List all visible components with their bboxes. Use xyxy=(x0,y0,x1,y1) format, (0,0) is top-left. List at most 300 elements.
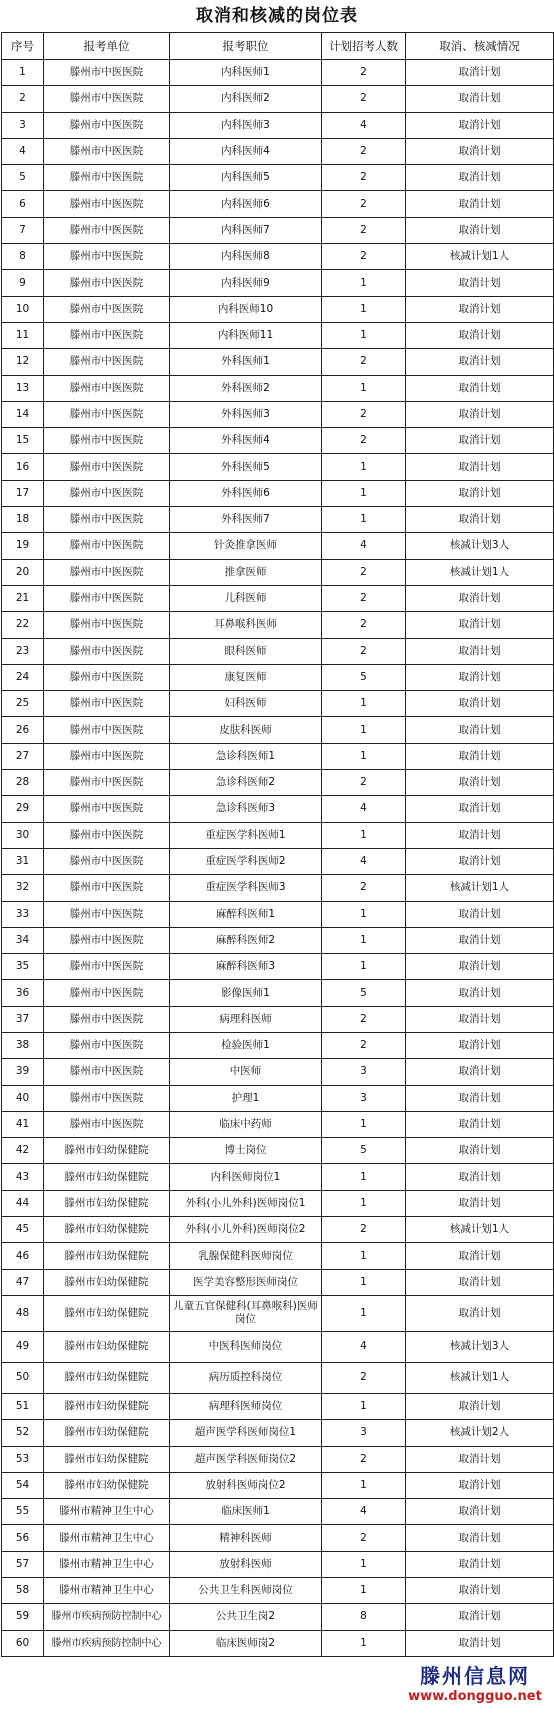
row-position: 康复医师 xyxy=(170,664,322,690)
row-unit: 滕州市中医医院 xyxy=(44,559,170,585)
row-plan-count: 1 xyxy=(322,954,406,980)
table-row xyxy=(2,1111,554,1137)
row-position: 外科医师6 xyxy=(170,480,322,506)
table-row xyxy=(2,1393,554,1419)
row-status: 取消计划 xyxy=(406,1059,554,1085)
row-index: 6 xyxy=(2,191,44,217)
row-plan-count: 1 xyxy=(322,322,406,348)
table-row xyxy=(2,533,554,559)
row-unit: 滕州市中医医院 xyxy=(44,86,170,112)
row-plan-count: 2 xyxy=(322,86,406,112)
row-unit: 滕州市中医医院 xyxy=(44,1111,170,1137)
table-row xyxy=(2,1006,554,1032)
row-plan-count: 1 xyxy=(322,507,406,533)
row-status: 取消计划 xyxy=(406,848,554,874)
row-index: 34 xyxy=(2,927,44,953)
row-status: 核减计划2人 xyxy=(406,1420,554,1446)
row-plan-count: 2 xyxy=(322,585,406,611)
row-status: 取消计划 xyxy=(406,612,554,638)
row-index: 47 xyxy=(2,1269,44,1295)
row-unit: 滕州市妇幼保健院 xyxy=(44,1446,170,1472)
row-position: 内科医师9 xyxy=(170,270,322,296)
row-unit: 滕州市妇幼保健院 xyxy=(44,1243,170,1269)
row-unit: 滕州市中医医院 xyxy=(44,322,170,348)
table-row xyxy=(2,1446,554,1472)
table-row xyxy=(2,927,554,953)
row-status: 取消计划 xyxy=(406,901,554,927)
row-plan-count: 2 xyxy=(322,875,406,901)
row-status: 取消计划 xyxy=(406,1393,554,1419)
row-status: 取消计划 xyxy=(406,270,554,296)
table-row xyxy=(2,1472,554,1498)
row-status: 取消计划 xyxy=(406,138,554,164)
row-position: 外科(小儿外科)医师岗位2 xyxy=(170,1217,322,1243)
row-position: 内科医师岗位1 xyxy=(170,1164,322,1190)
table-row xyxy=(2,1420,554,1446)
row-unit: 滕州市中医医院 xyxy=(44,717,170,743)
row-unit: 滕州市中医医院 xyxy=(44,454,170,480)
row-plan-count: 1 xyxy=(322,480,406,506)
row-unit: 滕州市中医医院 xyxy=(44,428,170,454)
row-position: 公共卫生科医师岗位 xyxy=(170,1578,322,1604)
table-row xyxy=(2,1630,554,1656)
row-unit: 滕州市中医医院 xyxy=(44,770,170,796)
row-status: 核减计划1人 xyxy=(406,559,554,585)
table-row xyxy=(2,1331,554,1362)
row-index: 60 xyxy=(2,1630,44,1656)
row-status: 取消计划 xyxy=(406,1164,554,1190)
header-status: 取消、核减情况 xyxy=(406,33,554,60)
row-plan-count: 4 xyxy=(322,1499,406,1525)
row-plan-count: 1 xyxy=(322,743,406,769)
row-unit: 滕州市妇幼保健院 xyxy=(44,1217,170,1243)
row-status: 取消计划 xyxy=(406,165,554,191)
row-position: 乳腺保健科医师岗位 xyxy=(170,1243,322,1269)
row-index: 19 xyxy=(2,533,44,559)
row-position: 急诊科医师1 xyxy=(170,743,322,769)
row-plan-count: 1 xyxy=(322,454,406,480)
row-status: 核减计划3人 xyxy=(406,1331,554,1362)
table-row xyxy=(2,349,554,375)
row-unit: 滕州市中医医院 xyxy=(44,1085,170,1111)
row-index: 28 xyxy=(2,770,44,796)
table-row xyxy=(2,954,554,980)
row-status: 取消计划 xyxy=(406,1525,554,1551)
row-index: 39 xyxy=(2,1059,44,1085)
row-plan-count: 8 xyxy=(322,1604,406,1630)
row-position: 内科医师2 xyxy=(170,86,322,112)
row-index: 11 xyxy=(2,322,44,348)
row-index: 15 xyxy=(2,428,44,454)
table-row xyxy=(2,664,554,690)
row-index: 58 xyxy=(2,1578,44,1604)
row-status: 取消计划 xyxy=(406,664,554,690)
row-index: 25 xyxy=(2,691,44,717)
row-status: 取消计划 xyxy=(406,1032,554,1058)
row-index: 30 xyxy=(2,822,44,848)
row-unit: 滕州市中医医院 xyxy=(44,743,170,769)
row-plan-count: 1 xyxy=(322,1551,406,1577)
row-plan-count: 1 xyxy=(322,927,406,953)
row-position: 病理科医师 xyxy=(170,1006,322,1032)
row-index: 14 xyxy=(2,401,44,427)
row-position: 内科医师5 xyxy=(170,165,322,191)
row-unit: 滕州市中医医院 xyxy=(44,954,170,980)
row-index: 2 xyxy=(2,86,44,112)
row-status: 取消计划 xyxy=(406,822,554,848)
row-index: 51 xyxy=(2,1393,44,1419)
row-position: 针灸推拿医师 xyxy=(170,533,322,559)
row-unit: 滕州市中医医院 xyxy=(44,401,170,427)
row-index: 54 xyxy=(2,1472,44,1498)
row-index: 50 xyxy=(2,1362,44,1393)
row-plan-count: 3 xyxy=(322,1085,406,1111)
header-index: 序号 xyxy=(2,33,44,60)
row-position: 皮肤科医师 xyxy=(170,717,322,743)
row-index: 7 xyxy=(2,217,44,243)
row-position: 超声医学科医师岗位1 xyxy=(170,1420,322,1446)
row-unit: 滕州市中医医院 xyxy=(44,612,170,638)
row-unit: 滕州市中医医院 xyxy=(44,244,170,270)
row-plan-count: 1 xyxy=(322,270,406,296)
row-plan-count: 2 xyxy=(322,244,406,270)
table-row xyxy=(2,1269,554,1295)
row-unit: 滕州市疾病预防控制中心 xyxy=(44,1630,170,1656)
table-body xyxy=(2,60,554,1657)
watermark-url: www.dongguo.net xyxy=(400,1689,550,1704)
row-index: 21 xyxy=(2,585,44,611)
row-status: 取消计划 xyxy=(406,375,554,401)
row-plan-count: 4 xyxy=(322,848,406,874)
table-row xyxy=(2,848,554,874)
row-plan-count: 2 xyxy=(322,612,406,638)
row-unit: 滕州市中医医院 xyxy=(44,585,170,611)
row-unit: 滕州市妇幼保健院 xyxy=(44,1393,170,1419)
row-position: 放射科医师岗位2 xyxy=(170,1472,322,1498)
row-position: 检验医师1 xyxy=(170,1032,322,1058)
site-watermark xyxy=(400,1660,550,1726)
row-status: 取消计划 xyxy=(406,507,554,533)
row-status: 取消计划 xyxy=(406,428,554,454)
row-plan-count: 4 xyxy=(322,112,406,138)
row-plan-count: 1 xyxy=(322,1164,406,1190)
row-position: 耳鼻喉科医师 xyxy=(170,612,322,638)
row-plan-count: 1 xyxy=(322,1111,406,1137)
row-index: 37 xyxy=(2,1006,44,1032)
row-index: 46 xyxy=(2,1243,44,1269)
table-row xyxy=(2,1164,554,1190)
row-status: 取消计划 xyxy=(406,980,554,1006)
row-position: 儿科医师 xyxy=(170,585,322,611)
row-position: 精神科医师 xyxy=(170,1525,322,1551)
row-index: 18 xyxy=(2,507,44,533)
row-unit: 滕州市中医医院 xyxy=(44,980,170,1006)
row-plan-count: 3 xyxy=(322,1059,406,1085)
row-position: 妇科医师 xyxy=(170,691,322,717)
row-index: 33 xyxy=(2,901,44,927)
row-position: 麻醉科医师3 xyxy=(170,954,322,980)
row-status: 取消计划 xyxy=(406,1630,554,1656)
row-status: 取消计划 xyxy=(406,401,554,427)
row-position: 临床医师岗2 xyxy=(170,1630,322,1656)
table-row xyxy=(2,191,554,217)
row-status: 取消计划 xyxy=(406,349,554,375)
row-plan-count: 2 xyxy=(322,1525,406,1551)
row-unit: 滕州市妇幼保健院 xyxy=(44,1269,170,1295)
table-row xyxy=(2,1032,554,1058)
row-index: 3 xyxy=(2,112,44,138)
row-position: 外科(小儿外科)医师岗位1 xyxy=(170,1190,322,1216)
row-unit: 滕州市妇幼保健院 xyxy=(44,1190,170,1216)
row-index: 49 xyxy=(2,1331,44,1362)
row-index: 42 xyxy=(2,1138,44,1164)
row-position: 内科医师6 xyxy=(170,191,322,217)
row-position: 影像医师1 xyxy=(170,980,322,1006)
row-unit: 滕州市中医医院 xyxy=(44,191,170,217)
row-status: 核减计划1人 xyxy=(406,244,554,270)
row-index: 56 xyxy=(2,1525,44,1551)
row-position: 推拿医师 xyxy=(170,559,322,585)
row-position: 内科医师3 xyxy=(170,112,322,138)
row-plan-count: 2 xyxy=(322,401,406,427)
row-unit: 滕州市疾病预防控制中心 xyxy=(44,1604,170,1630)
table-row xyxy=(2,585,554,611)
row-status: 取消计划 xyxy=(406,454,554,480)
row-position: 外科医师2 xyxy=(170,375,322,401)
table-row xyxy=(2,1362,554,1393)
table-row xyxy=(2,296,554,322)
row-index: 5 xyxy=(2,165,44,191)
row-unit: 滕州市妇幼保健院 xyxy=(44,1472,170,1498)
row-index: 55 xyxy=(2,1499,44,1525)
row-index: 59 xyxy=(2,1604,44,1630)
row-status: 取消计划 xyxy=(406,1006,554,1032)
table-row xyxy=(2,454,554,480)
row-status: 取消计划 xyxy=(406,927,554,953)
row-index: 9 xyxy=(2,270,44,296)
row-status: 核减计划1人 xyxy=(406,875,554,901)
row-unit: 滕州市中医医院 xyxy=(44,1032,170,1058)
row-plan-count: 5 xyxy=(322,1138,406,1164)
row-index: 44 xyxy=(2,1190,44,1216)
row-position: 医学美容整形医师岗位 xyxy=(170,1269,322,1295)
row-position: 病历质控科岗位 xyxy=(170,1362,322,1393)
row-plan-count: 1 xyxy=(322,1472,406,1498)
table-row xyxy=(2,1578,554,1604)
row-unit: 滕州市中医医院 xyxy=(44,296,170,322)
table-row xyxy=(2,112,554,138)
row-status: 取消计划 xyxy=(406,717,554,743)
row-unit: 滕州市中医医院 xyxy=(44,927,170,953)
row-unit: 滕州市妇幼保健院 xyxy=(44,1295,170,1331)
row-index: 22 xyxy=(2,612,44,638)
row-position: 护理1 xyxy=(170,1085,322,1111)
table-row xyxy=(2,507,554,533)
table-row xyxy=(2,770,554,796)
row-position: 外科医师1 xyxy=(170,349,322,375)
row-index: 57 xyxy=(2,1551,44,1577)
row-plan-count: 1 xyxy=(322,691,406,717)
row-unit: 滕州市中医医院 xyxy=(44,507,170,533)
row-plan-count: 5 xyxy=(322,980,406,1006)
row-position: 病理科医师岗位 xyxy=(170,1393,322,1419)
table-row xyxy=(2,612,554,638)
row-position: 超声医学科医师岗位2 xyxy=(170,1446,322,1472)
row-position: 重症医学科医师2 xyxy=(170,848,322,874)
row-status: 取消计划 xyxy=(406,60,554,86)
row-plan-count: 2 xyxy=(322,217,406,243)
row-unit: 滕州市中医医院 xyxy=(44,375,170,401)
row-position: 外科医师5 xyxy=(170,454,322,480)
table-row xyxy=(2,875,554,901)
row-position: 公共卫生岗2 xyxy=(170,1604,322,1630)
row-status: 取消计划 xyxy=(406,954,554,980)
row-unit: 滕州市中医医院 xyxy=(44,217,170,243)
row-status: 取消计划 xyxy=(406,1295,554,1331)
row-status: 取消计划 xyxy=(406,296,554,322)
row-position: 外科医师4 xyxy=(170,428,322,454)
header-position: 报考职位 xyxy=(170,33,322,60)
row-index: 43 xyxy=(2,1164,44,1190)
row-unit: 滕州市中医医院 xyxy=(44,875,170,901)
row-index: 53 xyxy=(2,1446,44,1472)
row-index: 29 xyxy=(2,796,44,822)
row-unit: 滕州市精神卫生中心 xyxy=(44,1499,170,1525)
row-index: 20 xyxy=(2,559,44,585)
row-plan-count: 1 xyxy=(322,822,406,848)
row-unit: 滕州市精神卫生中心 xyxy=(44,1551,170,1577)
row-plan-count: 1 xyxy=(322,1190,406,1216)
row-status: 取消计划 xyxy=(406,770,554,796)
row-plan-count: 1 xyxy=(322,296,406,322)
table-row xyxy=(2,717,554,743)
table-row xyxy=(2,375,554,401)
row-plan-count: 2 xyxy=(322,60,406,86)
table-row xyxy=(2,1525,554,1551)
row-position: 临床医师1 xyxy=(170,1499,322,1525)
row-plan-count: 2 xyxy=(322,428,406,454)
row-unit: 滕州市中医医院 xyxy=(44,901,170,927)
row-plan-count: 1 xyxy=(322,375,406,401)
table-row xyxy=(2,901,554,927)
header-plan-count: 计划招考人数 xyxy=(322,33,406,60)
row-plan-count: 5 xyxy=(322,664,406,690)
row-plan-count: 1 xyxy=(322,1393,406,1419)
row-plan-count: 2 xyxy=(322,770,406,796)
row-status: 取消计划 xyxy=(406,1472,554,1498)
row-index: 26 xyxy=(2,717,44,743)
table-header-row xyxy=(2,33,554,60)
row-status: 取消计划 xyxy=(406,691,554,717)
row-unit: 滕州市中医医院 xyxy=(44,112,170,138)
row-unit: 滕州市中医医院 xyxy=(44,533,170,559)
table-row xyxy=(2,401,554,427)
table-row xyxy=(2,217,554,243)
table-row xyxy=(2,638,554,664)
row-index: 12 xyxy=(2,349,44,375)
row-position: 临床中药师 xyxy=(170,1111,322,1137)
row-status: 取消计划 xyxy=(406,743,554,769)
row-status: 取消计划 xyxy=(406,1551,554,1577)
row-plan-count: 1 xyxy=(322,1295,406,1331)
table-row xyxy=(2,138,554,164)
table-row xyxy=(2,1190,554,1216)
table-row xyxy=(2,980,554,1006)
row-plan-count: 3 xyxy=(322,1420,406,1446)
table-row xyxy=(2,1499,554,1525)
row-plan-count: 1 xyxy=(322,1269,406,1295)
row-unit: 滕州市精神卫生中心 xyxy=(44,1525,170,1551)
row-status: 取消计划 xyxy=(406,585,554,611)
row-index: 48 xyxy=(2,1295,44,1331)
row-unit: 滕州市妇幼保健院 xyxy=(44,1138,170,1164)
page-title: 取消和核减的岗位表 xyxy=(196,6,358,26)
row-plan-count: 2 xyxy=(322,138,406,164)
row-position: 内科医师11 xyxy=(170,322,322,348)
row-status: 核减计划3人 xyxy=(406,533,554,559)
row-unit: 滕州市中医医院 xyxy=(44,638,170,664)
row-index: 36 xyxy=(2,980,44,1006)
table-row xyxy=(2,322,554,348)
row-index: 13 xyxy=(2,375,44,401)
table-row xyxy=(2,1295,554,1331)
table-row xyxy=(2,60,554,86)
row-unit: 滕州市中医医院 xyxy=(44,480,170,506)
watermark-name: 滕州信息网 xyxy=(400,1660,550,1689)
row-unit: 滕州市中医医院 xyxy=(44,822,170,848)
table-row xyxy=(2,1217,554,1243)
row-status: 取消计划 xyxy=(406,1190,554,1216)
row-index: 8 xyxy=(2,244,44,270)
row-unit: 滕州市中医医院 xyxy=(44,691,170,717)
row-position: 博士岗位 xyxy=(170,1138,322,1164)
row-plan-count: 4 xyxy=(322,1331,406,1362)
row-unit: 滕州市中医医院 xyxy=(44,796,170,822)
row-plan-count: 2 xyxy=(322,1446,406,1472)
row-status: 取消计划 xyxy=(406,86,554,112)
row-index: 38 xyxy=(2,1032,44,1058)
row-status: 取消计划 xyxy=(406,1085,554,1111)
row-index: 40 xyxy=(2,1085,44,1111)
row-unit: 滕州市中医医院 xyxy=(44,1006,170,1032)
row-status: 取消计划 xyxy=(406,1604,554,1630)
row-position: 急诊科医师2 xyxy=(170,770,322,796)
table-row xyxy=(2,691,554,717)
table-row xyxy=(2,428,554,454)
row-position: 麻醉科医师1 xyxy=(170,901,322,927)
row-unit: 滕州市中医医院 xyxy=(44,664,170,690)
row-position: 内科医师1 xyxy=(170,60,322,86)
row-status: 核减计划1人 xyxy=(406,1217,554,1243)
row-status: 取消计划 xyxy=(406,1111,554,1137)
row-unit: 滕州市中医医院 xyxy=(44,138,170,164)
row-plan-count: 2 xyxy=(322,1006,406,1032)
row-status: 取消计划 xyxy=(406,191,554,217)
table-row xyxy=(2,1243,554,1269)
row-position: 外科医师7 xyxy=(170,507,322,533)
row-unit: 滕州市妇幼保健院 xyxy=(44,1331,170,1362)
row-status: 核减计划1人 xyxy=(406,1362,554,1393)
table-row xyxy=(2,480,554,506)
row-unit: 滕州市妇幼保健院 xyxy=(44,1420,170,1446)
row-position: 外科医师3 xyxy=(170,401,322,427)
row-position: 中医科医师岗位 xyxy=(170,1331,322,1362)
row-position: 内科医师4 xyxy=(170,138,322,164)
row-unit: 滕州市中医医院 xyxy=(44,848,170,874)
row-index: 16 xyxy=(2,454,44,480)
row-position: 中医师 xyxy=(170,1059,322,1085)
row-status: 取消计划 xyxy=(406,1446,554,1472)
